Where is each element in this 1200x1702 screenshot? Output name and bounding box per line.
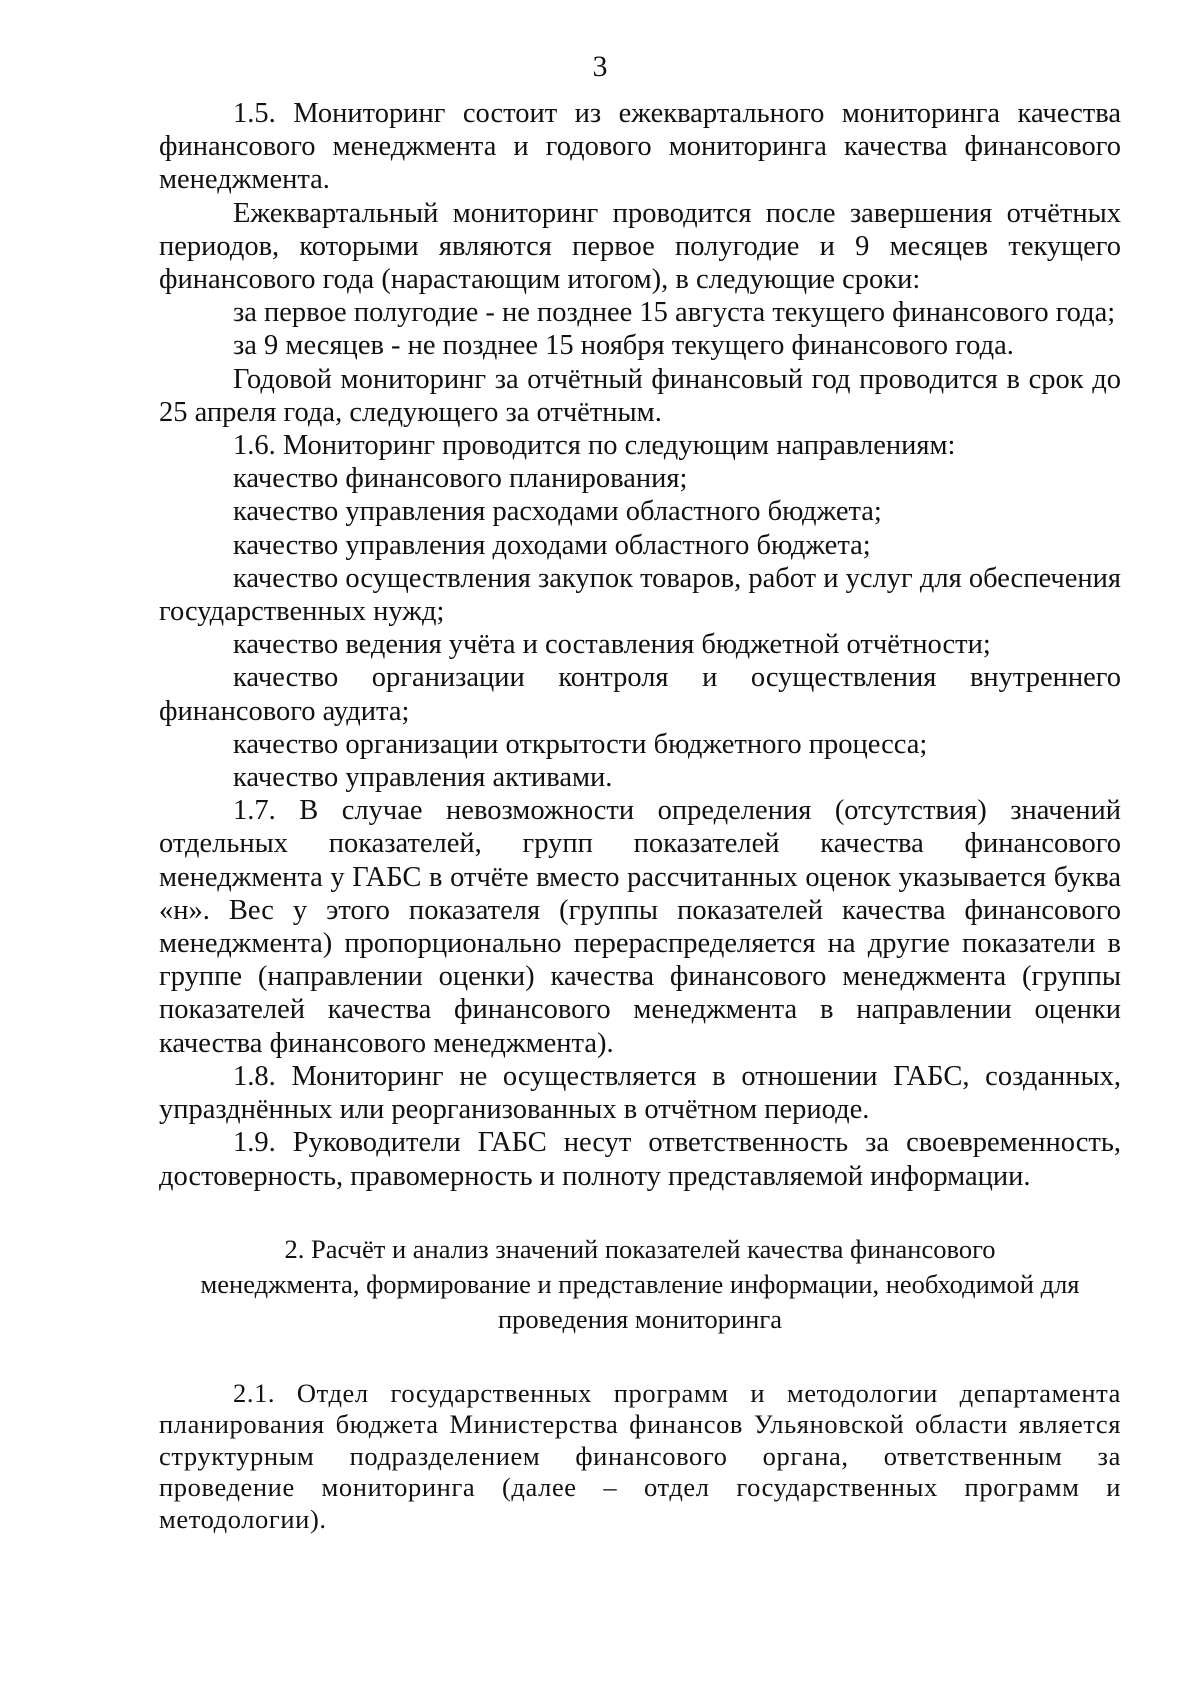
- paragraph-first-half-deadline: за первое полугодие - не позднее 15 августа текущего финансового года;: [233, 297, 1116, 329]
- list-item-planning: качество финансового планирования;: [233, 463, 688, 495]
- list-item-openness: качество организации открытости бюджетного процесса;: [233, 728, 928, 760]
- paragraph-quarterly-monitoring: Ежеквартальный мониторинг проводится после завершения отчётных периодов, которыми являются первое полугодие и 9 месяцев текущего финансового года (нарастающим итогом), в следующие сроки:: [159, 197, 1121, 296]
- list-item-procurement: качество осуществления закупок товаров, работ и услуг для обеспечения государственных нужд;: [159, 562, 1121, 628]
- paragraph-1-7: 1.7. В случае невозможности определения (отсутствия) значений отдельных показателей, групп показателей качества финансового менеджмента у ГАБС в отчёте вместо рассчитанных оценок указывается буква «н». Вес у этого показателя (группы показателей качества финансового менеджмента) пропорционально перераспределяется на другие показатели в группе (направлении оценки) качества финансового менеджмента (группы показателей качества финансового менеджмента в направлении оценки качества финансового менеджмента).: [159, 795, 1121, 1059]
- paragraph-1-9: 1.9. Руководители ГАБС несут ответственность за своевременность, достоверность, правомерность и полноту представляемой информации.: [159, 1127, 1121, 1192]
- section-heading-line-1: 2. Расчёт и анализ значений показателей качества финансового: [284, 1233, 996, 1264]
- page-number: 3: [592, 50, 608, 83]
- list-item-accounting: качество ведения учёта и составления бюджетной отчётности;: [233, 629, 991, 661]
- list-item-assets: качество управления активами.: [233, 762, 613, 794]
- section-heading-line-3: проведения мониторинга: [498, 1303, 782, 1334]
- paragraph-1-6: 1.6. Мониторинг проводится по следующим направлениям:: [233, 430, 956, 462]
- paragraph-annual-monitoring: Годовой мониторинг за отчётный финансовый год проводится в срок до 25 апреля года, следующего за отчётным.: [159, 363, 1121, 428]
- paragraph-2-1: 2.1. Отдел государственных программ и методологии департамента планирования бюджета Министерства финансов Ульяновской области является структурным подразделением финансового органа, ответственным за проведение мониторинга (далее – отдел государственных программ и методологии).: [159, 1377, 1121, 1534]
- list-item-audit: качество организации контроля и осуществления внутреннего финансового аудита;: [159, 662, 1121, 727]
- section-heading-line-2: менеджмента, формирование и представление информации, необходимой для: [200, 1268, 1080, 1299]
- paragraph-1-8: 1.8. Мониторинг не осуществляется в отношении ГАБС, созданных, упразднённых или реорганизованных в отчётном периоде.: [159, 1060, 1121, 1126]
- paragraph-nine-months-deadline: за 9 месяцев - не позднее 15 ноября текущего финансового года.: [233, 330, 1014, 362]
- document-body: [159, 97, 1121, 1535]
- list-item-expenses: качество управления расходами областного бюджета;: [233, 496, 882, 528]
- section-heading: [159, 1232, 1121, 1337]
- paragraph-1-5: 1.5. Мониторинг состоит из ежеквартального мониторинга качества финансового менеджмента и годового мониторинга качества финансового менеджмента.: [159, 98, 1121, 196]
- list-item-revenues: качество управления доходами областного бюджета;: [233, 529, 871, 561]
